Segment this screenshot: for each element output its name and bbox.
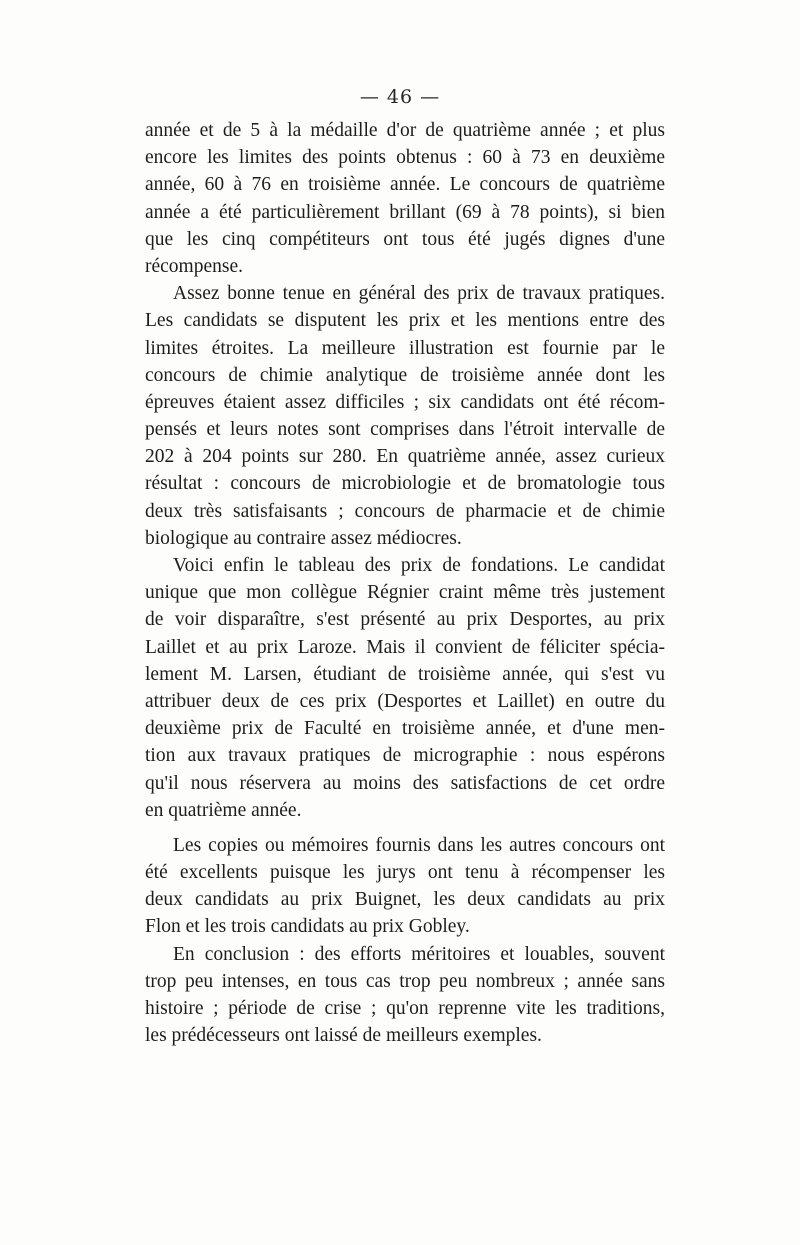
text-line: année a été particulièrement brillant (69 à 78 points), si bien xyxy=(145,201,665,223)
text-line: pensés et leurs notes sont comprises dans l'étroit intervalle de xyxy=(145,419,665,441)
text-line: épreuves étaient assez difficiles ; six candidats ont été récom- xyxy=(145,391,665,413)
text-line: Les copies ou mémoires fournis dans les autres concours ont xyxy=(173,834,665,856)
text-line: Les candidats se disputent les prix et les mentions entre des xyxy=(145,310,665,332)
text-line: en quatrième année. xyxy=(145,799,302,821)
text-line: qu'il nous réservera au moins des satisfactions de cet ordre xyxy=(145,772,665,794)
body-text xyxy=(145,117,665,1049)
text-line: année, 60 à 76 en troisième année. Le concours de quatrième xyxy=(145,174,665,196)
text-line: deux très satisfaisants ; concours de pharmacie et de chimie xyxy=(145,500,665,522)
text-line: deuxième prix de Faculté en troisième année, et d'une men- xyxy=(145,718,665,740)
text-line: 202 à 204 points sur 280. En quatrième année, assez curieux xyxy=(145,446,665,468)
text-line: été excellents puisque les jurys ont tenu à récompenser les xyxy=(145,862,665,884)
text-line: attribuer deux de ces prix (Desportes et Laillet) en outre du xyxy=(145,690,665,712)
text-line: résultat : concours de microbiologie et de bromatologie tous xyxy=(145,473,665,495)
text-line: tion aux travaux pratiques de micrographie : nous espérons xyxy=(145,745,665,767)
text-line: Voici enfin le tableau des prix de fondations. Le candidat xyxy=(173,555,665,576)
paragraph-4 xyxy=(145,832,665,941)
text-line: les prédécesseurs ont laissé de meilleurs exemples. xyxy=(145,1025,542,1047)
text-line: Flon et les trois candidats au prix Gobley. xyxy=(145,916,470,938)
text-line: limites étroites. La meilleure illustration est fournie par le xyxy=(145,337,665,359)
text-line: que les cinq compétiteurs ont tous été jugés dignes d'une xyxy=(145,228,665,250)
paragraph-2 xyxy=(145,280,665,552)
text-line: récompense. xyxy=(145,255,243,277)
text-line: unique que mon collègue Régnier craint même très justement xyxy=(145,582,665,604)
page-number: — 46 — xyxy=(359,86,441,108)
text-line: trop peu intenses, en tous cas trop peu nombreux ; année sans xyxy=(145,970,665,992)
paragraph-1 xyxy=(145,117,665,280)
text-line: Laillet et au prix Laroze. Mais il convient de féliciter spécia- xyxy=(145,636,665,658)
text-line: de voir disparaître, s'est présenté au prix Desportes, au prix xyxy=(145,609,665,631)
text-line: deux candidats au prix Buignet, les deux candidats au prix xyxy=(145,889,665,911)
text-line: année et de 5 à la médaille d'or de quatrième année ; et plus xyxy=(145,120,665,141)
paragraph-5 xyxy=(145,941,665,1050)
text-line: histoire ; période de crise ; qu'on reprenne vite les traditions, xyxy=(145,998,665,1019)
paragraph-3 xyxy=(145,552,665,824)
text-line: En conclusion : des efforts méritoires et louables, souvent xyxy=(173,943,665,965)
text-line: encore les limites des points obtenus : 60 à 73 en deuxième xyxy=(145,147,665,169)
text-line: lement M. Larsen, étudiant de troisième année, qui s'est vu xyxy=(145,663,665,685)
text-line: concours de chimie analytique de troisième année dont les xyxy=(145,364,665,386)
text-line: Assez bonne tenue en général des prix de travaux pratiques. xyxy=(173,283,665,305)
text-line: biologique au contraire assez médiocres. xyxy=(145,527,462,549)
